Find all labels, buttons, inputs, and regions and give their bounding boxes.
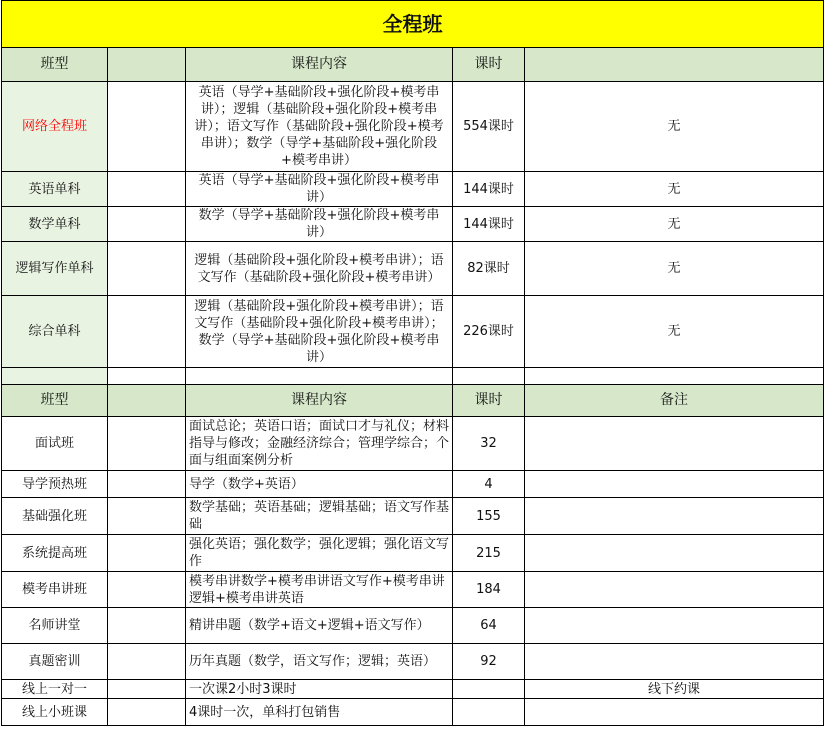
class-name: 导学预热班 [2, 471, 108, 498]
class-name: 基础强化班 [2, 498, 108, 535]
blank-cell [453, 368, 525, 385]
class-name: 逻辑写作单科 [2, 242, 108, 296]
blank-cell [108, 471, 186, 498]
course-hours: 215 [453, 535, 525, 572]
table-row [2, 82, 824, 172]
blank-cell [108, 644, 186, 680]
class-name: 网络全程班 [2, 82, 108, 172]
class-name: 综合单科 [2, 296, 108, 368]
blank-cell [108, 498, 186, 535]
course-hours: 92 [453, 644, 525, 680]
class-name: 系统提高班 [2, 535, 108, 572]
blank-cell [108, 699, 186, 726]
course-note [525, 471, 824, 498]
blank-cell [108, 82, 186, 172]
header-class-type: 班型 [2, 48, 108, 82]
section1-header-row [2, 48, 824, 82]
course-hours: 64 [453, 608, 525, 644]
course-hours [453, 680, 525, 699]
course-note: 无 [525, 82, 824, 172]
blank-cell [108, 368, 186, 385]
course-content: 英语（导学+基础阶段+强化阶段+模考串讲）；逻辑（基础阶段+强化阶段+模考串讲）；语文写作（基础阶段+强化阶段+模考串讲）；数学（导学+基础阶段+强化阶段+模考串讲） [186, 82, 453, 172]
course-note [525, 608, 824, 644]
class-name: 名师讲堂 [2, 608, 108, 644]
section2-header-row [2, 385, 824, 417]
course-content: 模考串讲数学+模考串讲语文写作+模考串讲逻辑+模考串讲英语 [186, 572, 453, 608]
blank-cell [525, 368, 824, 385]
course-note: 无 [525, 207, 824, 242]
course-hours [453, 699, 525, 726]
course-note [525, 572, 824, 608]
course-hours: 32 [453, 417, 525, 471]
course-hours: 4 [453, 471, 525, 498]
course-hours: 554课时 [453, 82, 525, 172]
course-note: 无 [525, 242, 824, 296]
course-note [525, 699, 824, 726]
course-note [525, 535, 824, 572]
blank-cell [108, 535, 186, 572]
blank-cell [108, 296, 186, 368]
course-content: 导学（数学+英语） [186, 471, 453, 498]
header-course-content: 课程内容 [186, 48, 453, 82]
course-content: 面试总论；英语口语；面试口才与礼仪；材料指导与修改；金融经济综合；管理学综合；个面与组面案例分析 [186, 417, 453, 471]
class-name: 真题密训 [2, 644, 108, 680]
blank-cell [2, 368, 108, 385]
header-course-content: 课程内容 [186, 385, 453, 417]
blank-cell [108, 242, 186, 296]
class-name: 面试班 [2, 417, 108, 471]
header-blank [108, 385, 186, 417]
table-row [2, 680, 824, 699]
course-hours: 144课时 [453, 207, 525, 242]
table-row [2, 699, 824, 726]
spacer-row [2, 368, 824, 385]
table-row [2, 535, 824, 572]
blank-cell [186, 368, 453, 385]
table-row [2, 644, 824, 680]
course-table [1, 0, 824, 726]
blank-cell [108, 172, 186, 207]
table-row [2, 572, 824, 608]
course-hours: 82课时 [453, 242, 525, 296]
course-note [525, 644, 824, 680]
course-note [525, 417, 824, 471]
course-content: 强化英语；强化数学；强化逻辑；强化语文写作 [186, 535, 453, 572]
blank-cell [108, 608, 186, 644]
course-hours: 184 [453, 572, 525, 608]
table-title: 全程班 [2, 1, 824, 48]
class-name: 英语单科 [2, 172, 108, 207]
course-hours: 144课时 [453, 172, 525, 207]
course-note [525, 498, 824, 535]
course-note: 无 [525, 172, 824, 207]
course-note: 线下约课 [525, 680, 824, 699]
header-class-type: 班型 [2, 385, 108, 417]
course-content: 英语（导学+基础阶段+强化阶段+模考串讲） [186, 172, 453, 207]
class-name: 线上小班课 [2, 699, 108, 726]
header-blank [108, 48, 186, 82]
class-name: 线上一对一 [2, 680, 108, 699]
course-hours: 155 [453, 498, 525, 535]
header-note: 备注 [525, 385, 824, 417]
course-content: 4课时一次，单科打包销售 [186, 699, 453, 726]
course-content: 一次课2小时3课时 [186, 680, 453, 699]
course-content: 历年真题（数学，语文写作；逻辑；英语） [186, 644, 453, 680]
table-row [2, 242, 824, 296]
course-note: 无 [525, 296, 824, 368]
class-name: 数学单科 [2, 207, 108, 242]
blank-cell [108, 572, 186, 608]
class-name: 模考串讲班 [2, 572, 108, 608]
header-hours: 课时 [453, 48, 525, 82]
course-content: 精讲串题（数学+语文+逻辑+语文写作） [186, 608, 453, 644]
header-note [525, 48, 824, 82]
blank-cell [108, 207, 186, 242]
table-row [2, 207, 824, 242]
course-hours: 226课时 [453, 296, 525, 368]
course-content: 数学（导学+基础阶段+强化阶段+模考串讲） [186, 207, 453, 242]
table-row [2, 471, 824, 498]
table-row [2, 172, 824, 207]
header-hours: 课时 [453, 385, 525, 417]
course-content: 逻辑（基础阶段+强化阶段+模考串讲）；语文写作（基础阶段+强化阶段+模考串讲） [186, 242, 453, 296]
table-row [2, 417, 824, 471]
blank-cell [108, 417, 186, 471]
title-row [2, 1, 824, 48]
course-content: 数学基础；英语基础；逻辑基础；语文写作基础 [186, 498, 453, 535]
table-row [2, 608, 824, 644]
course-content: 逻辑（基础阶段+强化阶段+模考串讲）；语文写作（基础阶段+强化阶段+模考串讲）；数学（导学+基础阶段+强化阶段+模考串讲） [186, 296, 453, 368]
blank-cell [108, 680, 186, 699]
table-row [2, 296, 824, 368]
table-row [2, 498, 824, 535]
